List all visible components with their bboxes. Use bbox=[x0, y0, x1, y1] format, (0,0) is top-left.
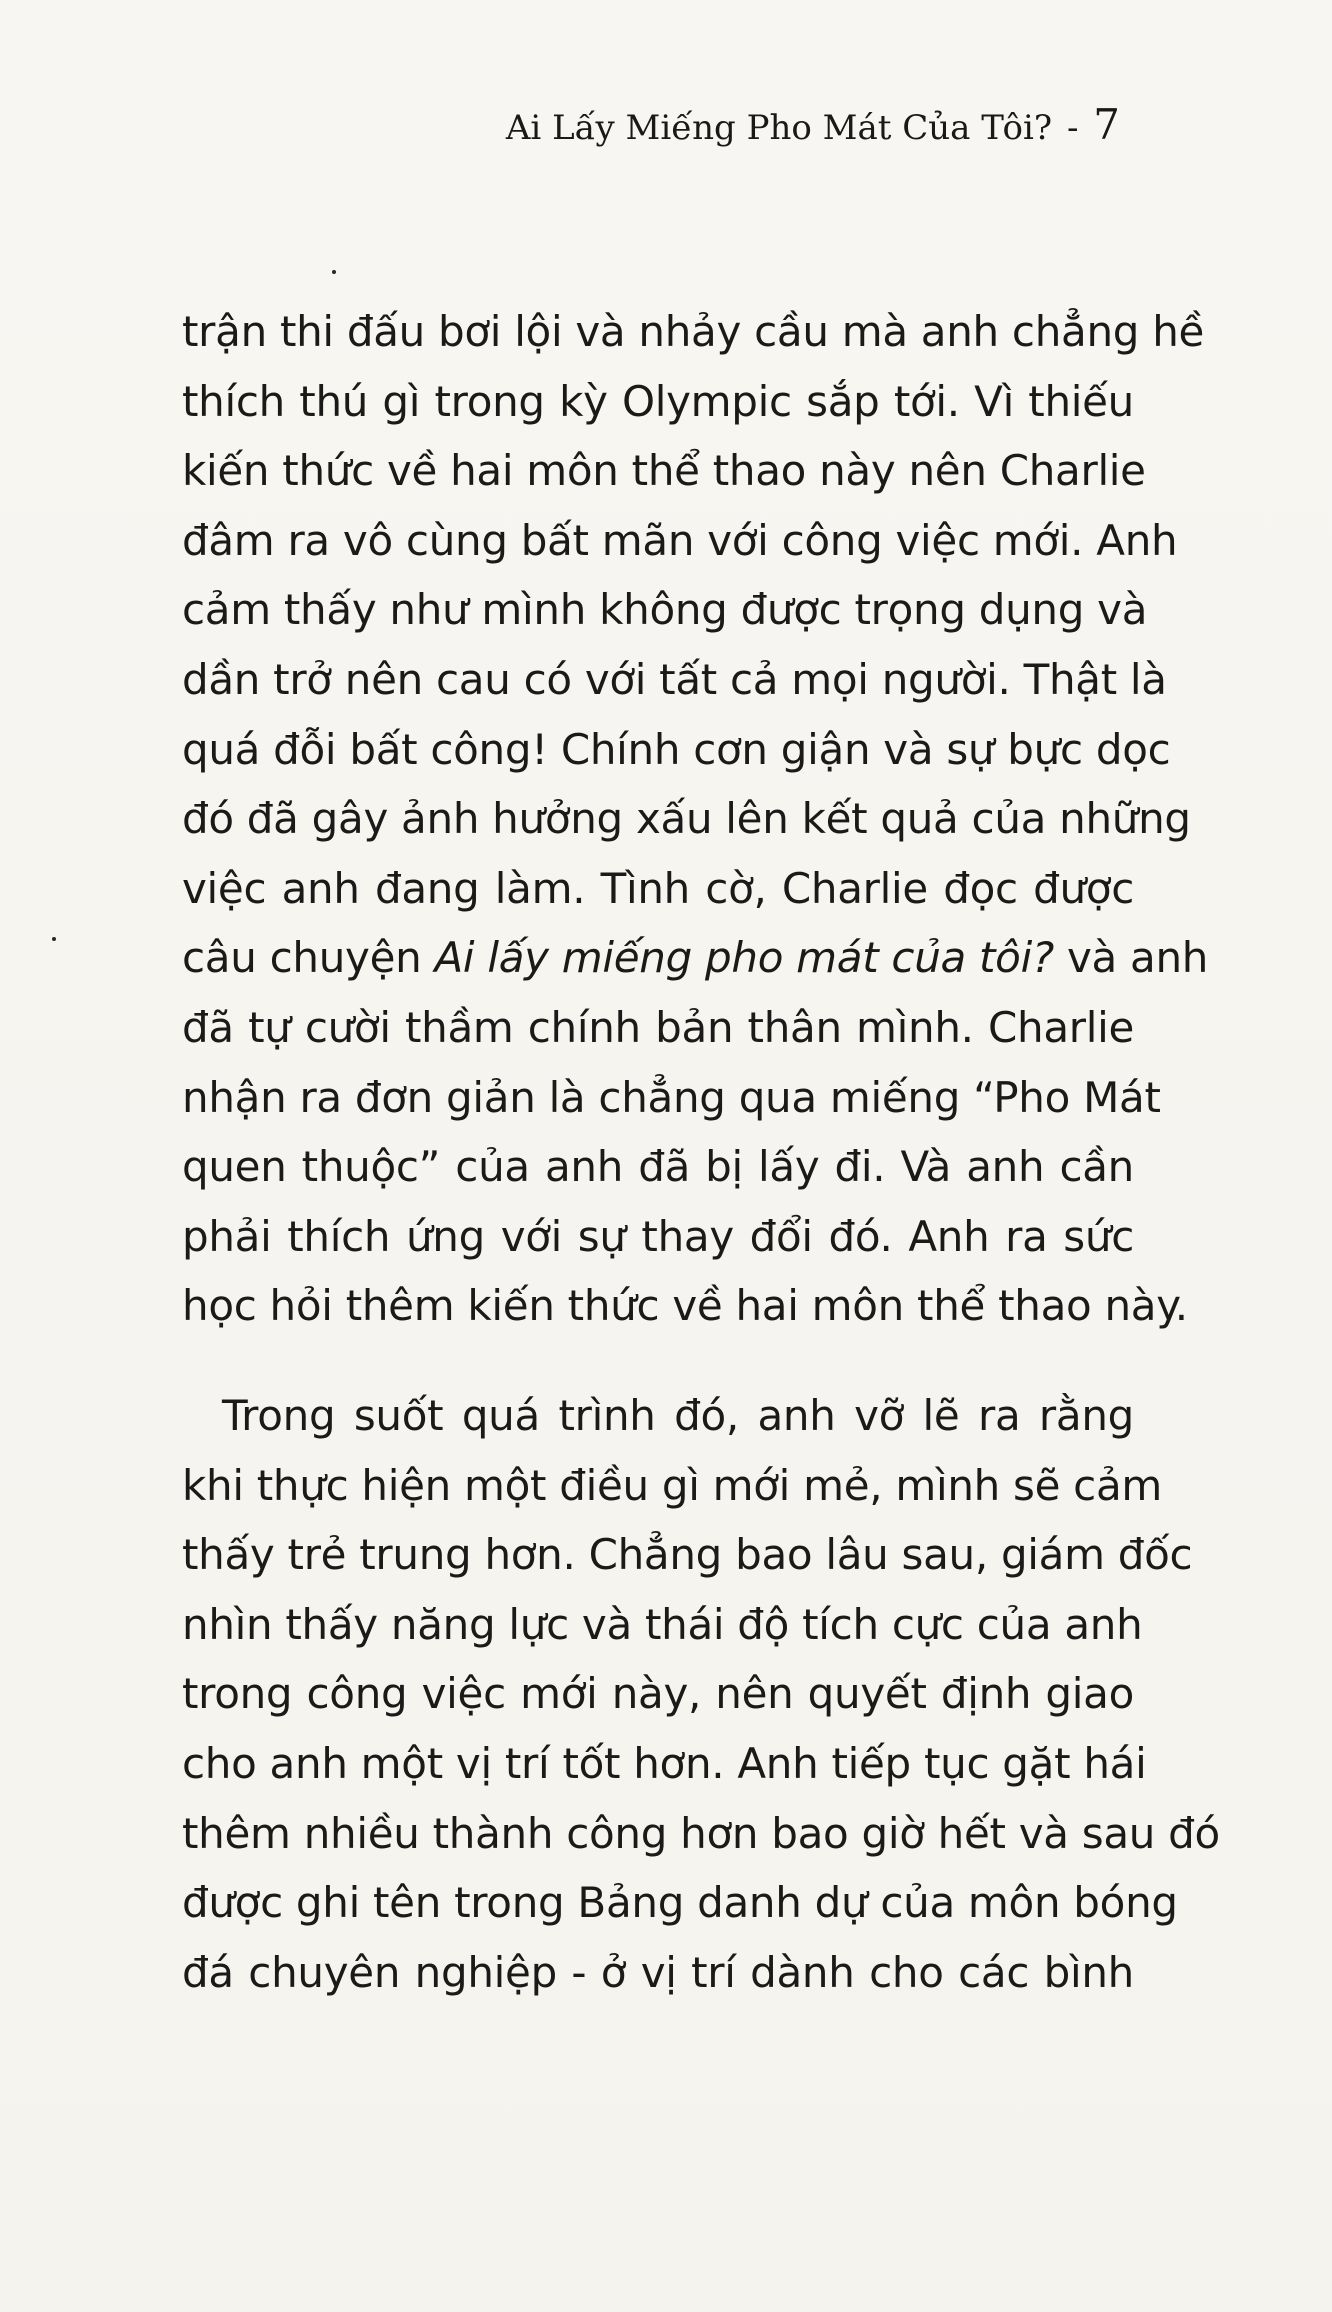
page-number: 7 bbox=[1093, 100, 1120, 149]
text-line: cho anh một vị trí tốt hơn. Anh tiếp tục gặt hái bbox=[182, 1738, 1147, 1788]
print-speck bbox=[332, 270, 336, 274]
text-line: kiến thức về hai môn thể thao này nên Charlie bbox=[182, 446, 1146, 496]
italic-book-title: Ai lấy miếng pho mát của tôi? bbox=[434, 933, 1054, 983]
header-separator: - bbox=[1066, 108, 1079, 148]
paragraph-1 bbox=[182, 297, 1209, 1341]
line-text-after: và anh bbox=[1053, 933, 1209, 983]
text-line: đâm ra vô cùng bất mãn với công việc mới. Anh bbox=[182, 515, 1178, 565]
text-line: Trong suốt quá trình đó, anh vỡ lẽ ra rằng bbox=[222, 1391, 1134, 1440]
text-line: đá chuyên nghiệp - ở vị trí dành cho các bình bbox=[182, 1947, 1134, 1997]
text-line: quen thuộc” của anh đã bị lấy đi. Và anh cần bbox=[182, 1142, 1134, 1192]
print-speck bbox=[52, 937, 56, 941]
book-title: Ai Lấy Miếng Pho Mát Của Tôi? bbox=[505, 108, 1053, 148]
text-line: đã tự cười thầm chính bản thân mình. Charlie bbox=[182, 1002, 1134, 1052]
text-line: nhận ra đơn giản là chẳng qua miếng “Pho Mát bbox=[182, 1072, 1161, 1122]
text-line: thích thú gì trong kỳ Olympic sắp tới. Vì thiếu bbox=[182, 376, 1134, 426]
text-line: học hỏi thêm kiến thức về hai môn thể thao này. bbox=[182, 1281, 1188, 1331]
running-header bbox=[506, 100, 1120, 149]
text-line: quá đỗi bất công! Chính cơn giận và sự bực dọc bbox=[182, 724, 1171, 774]
line-text-before: câu chuyện bbox=[182, 933, 435, 983]
text-line: được ghi tên trong Bảng danh dự của môn bóng bbox=[182, 1878, 1178, 1928]
text-line: nhìn thấy năng lực và thái độ tích cực của anh bbox=[182, 1599, 1143, 1649]
text-line: đó đã gây ảnh hưởng xấu lên kết quả của những bbox=[182, 794, 1191, 844]
text-line: việc anh đang làm. Tình cờ, Charlie đọc được bbox=[182, 863, 1134, 913]
text-line: thấy trẻ trung hơn. Chẳng bao lâu sau, giám đốc bbox=[182, 1530, 1193, 1580]
text-line: trận thi đấu bơi lội và nhảy cầu mà anh chẳng hề bbox=[182, 307, 1205, 356]
paragraph-2 bbox=[182, 1381, 1220, 2007]
text-line: thêm nhiều thành công hơn bao giờ hết và sau đó bbox=[182, 1808, 1220, 1858]
text-line: dần trở nên cau có với tất cả mọi người. Thật là bbox=[182, 654, 1167, 704]
text-line: trong công việc mới này, nên quyết định giao bbox=[182, 1669, 1134, 1719]
text-line: cảm thấy như mình không được trọng dụng và bbox=[182, 585, 1148, 635]
text-line-with-book-title bbox=[182, 923, 1209, 993]
text-line: khi thực hiện một điều gì mới mẻ, mình sẽ cảm bbox=[182, 1460, 1163, 1510]
text-line: phải thích ứng với sự thay đổi đó. Anh ra sức bbox=[182, 1211, 1134, 1261]
